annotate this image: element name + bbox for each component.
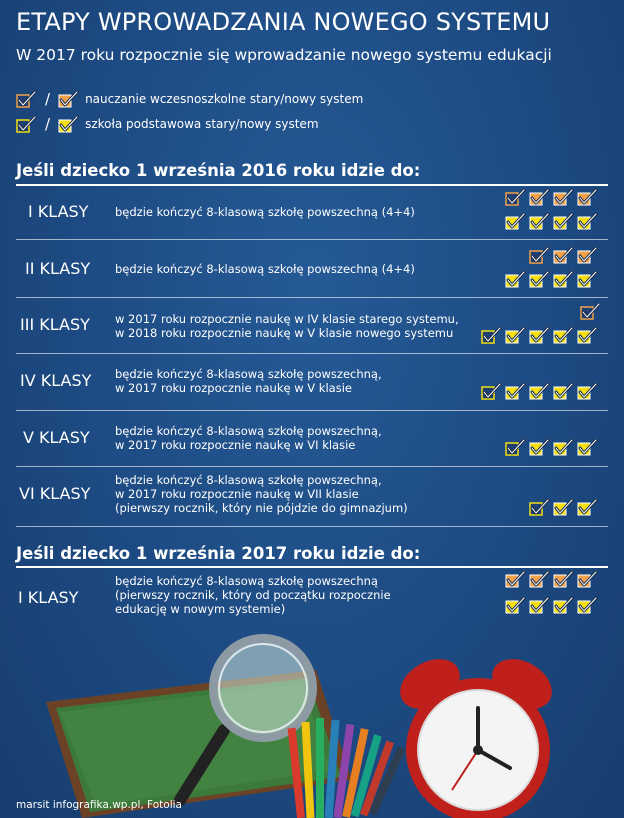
tick-group-old — [580, 303, 601, 320]
row-description — [115, 312, 459, 340]
row-description — [115, 574, 391, 616]
checkbox-new-yellow-icon — [529, 271, 550, 288]
checkbox-old-yellow-icon — [481, 327, 502, 344]
checkbox-new-orange-icon — [577, 247, 598, 264]
divider — [16, 184, 608, 186]
checkbox-old-yellow-icon — [16, 116, 37, 133]
checkbox-old-orange-icon — [16, 91, 37, 108]
checkbox-new-yellow-icon — [529, 213, 550, 230]
row-line: będzie kończyć 8-klasową szkołę powszechną (4+4) — [115, 262, 415, 276]
row-line: w 2017 roku rozpocznie naukę w VI klasie — [115, 438, 356, 452]
row-description — [115, 473, 408, 515]
checkbox-new-yellow-icon — [553, 439, 574, 456]
checkbox-new-yellow-icon — [553, 327, 574, 344]
tick-group-new — [505, 597, 598, 614]
checkbox-new-orange-icon — [553, 247, 574, 264]
checkbox-old-orange-icon — [529, 247, 550, 264]
checkbox-new-yellow-icon — [577, 383, 598, 400]
checkbox-old-orange-icon — [505, 189, 526, 206]
tick-group-new — [529, 499, 598, 516]
checkbox-new-yellow-icon — [529, 327, 550, 344]
section-2-title: Jeśli dziecko 1 września 2017 roku idzie do: — [16, 544, 421, 563]
tick-group-old — [505, 189, 598, 206]
divider — [16, 410, 608, 411]
alarm-clock-icon — [391, 649, 560, 818]
checkbox-new-yellow-icon — [58, 116, 79, 133]
checkbox-new-yellow-icon — [577, 439, 598, 456]
checkbox-new-yellow-icon — [505, 213, 526, 230]
row-klasa-label: I KLASY — [18, 588, 79, 607]
row-description — [115, 205, 415, 219]
tick-group-new — [505, 271, 598, 288]
tick-group-new — [505, 571, 598, 588]
school-illustration — [0, 630, 624, 818]
row-line: będzie kończyć 8-klasową szkołę powszechną, — [115, 367, 382, 381]
divider — [16, 297, 608, 298]
row-line: w 2018 roku rozpocznie naukę w V klasie nowego systemu — [115, 326, 454, 340]
checkbox-new-yellow-icon — [553, 597, 574, 614]
tick-group-old — [529, 247, 598, 264]
legend-label: szkoła podstawowa stary/nowy system — [85, 117, 319, 131]
checkbox-new-yellow-icon — [505, 383, 526, 400]
checkbox-new-orange-icon — [577, 571, 598, 588]
checkbox-new-orange-icon — [505, 571, 526, 588]
checkbox-old-yellow-icon — [505, 439, 526, 456]
section-1-title: Jeśli dziecko 1 września 2016 roku idzie do: — [16, 161, 421, 180]
row-description — [115, 262, 415, 276]
legend-separator: / — [45, 115, 51, 133]
row-klasa-label: V KLASY — [23, 428, 90, 447]
divider — [16, 353, 608, 354]
row-line: w 2017 roku rozpocznie naukę w IV klasie starego systemu, — [115, 312, 459, 326]
row-line: będzie kończyć 8-klasową szkołę powszechną — [115, 574, 378, 588]
tick-group-new — [481, 327, 598, 344]
checkbox-new-yellow-icon — [553, 499, 574, 516]
checkbox-new-orange-icon — [553, 189, 574, 206]
row-line: będzie kończyć 8-klasową szkołę powszechną (4+4) — [115, 205, 415, 219]
row-line: będzie kończyć 8-klasową szkołę powszechną, — [115, 473, 382, 487]
checkbox-new-orange-icon — [553, 571, 574, 588]
checkbox-old-yellow-icon — [481, 383, 502, 400]
tick-group-new — [481, 383, 598, 400]
row-klasa-label: II KLASY — [25, 259, 91, 278]
row-description — [115, 367, 382, 395]
row-line: (pierwszy rocznik, który od początku rozpocznie — [115, 588, 391, 602]
row-description — [115, 424, 382, 452]
checkbox-new-yellow-icon — [529, 439, 550, 456]
checkbox-new-yellow-icon — [577, 213, 598, 230]
footer-credit: marsit infografika.wp.pl, Fotolia — [16, 799, 182, 811]
divider — [16, 526, 608, 527]
checkbox-new-yellow-icon — [529, 383, 550, 400]
checkbox-new-yellow-icon — [577, 499, 598, 516]
row-line: (pierwszy rocznik, który nie pójdzie do gimnazjum) — [115, 501, 408, 515]
checkbox-new-yellow-icon — [505, 597, 526, 614]
legend-row-primary — [16, 115, 319, 133]
checkbox-new-orange-icon — [529, 189, 550, 206]
legend-label: nauczanie wczesnoszkolne stary/nowy system — [85, 92, 364, 106]
checkbox-old-yellow-icon — [529, 499, 550, 516]
row-line: w 2017 roku rozpocznie naukę w V klasie — [115, 381, 352, 395]
tick-group-new — [505, 213, 598, 230]
checkbox-new-yellow-icon — [505, 327, 526, 344]
row-klasa-label: III KLASY — [20, 315, 90, 334]
row-klasa-label: IV KLASY — [20, 371, 92, 390]
checkbox-new-orange-icon — [58, 91, 79, 108]
tick-group-new — [505, 439, 598, 456]
checkbox-new-yellow-icon — [577, 327, 598, 344]
checkbox-new-yellow-icon — [553, 271, 574, 288]
checkbox-new-yellow-icon — [577, 271, 598, 288]
checkbox-new-yellow-icon — [553, 383, 574, 400]
divider — [16, 466, 608, 467]
page-title: ETAPY WPROWADZANIA NOWEGO SYSTEMU — [16, 8, 551, 36]
row-klasa-label: VI KLASY — [19, 484, 91, 503]
checkbox-new-yellow-icon — [553, 213, 574, 230]
pencils-icon — [288, 718, 406, 818]
legend-row-early — [16, 90, 363, 108]
legend-separator: / — [45, 90, 51, 108]
checkbox-new-yellow-icon — [577, 597, 598, 614]
checkbox-new-orange-icon — [529, 571, 550, 588]
checkbox-new-yellow-icon — [529, 597, 550, 614]
page-subtitle: W 2017 roku rozpocznie się wprowadzanie nowego systemu edukacji — [16, 46, 552, 64]
checkbox-old-orange-icon — [580, 303, 601, 320]
row-klasa-label: I KLASY — [28, 202, 89, 221]
row-line: w 2017 roku rozpocznie naukę w VII klasie — [115, 487, 359, 501]
row-line: będzie kończyć 8-klasową szkołę powszechną, — [115, 424, 382, 438]
divider — [16, 239, 608, 240]
divider — [16, 566, 608, 568]
row-line: edukację w nowym systemie) — [115, 602, 286, 616]
checkbox-new-orange-icon — [577, 189, 598, 206]
checkbox-new-yellow-icon — [505, 271, 526, 288]
